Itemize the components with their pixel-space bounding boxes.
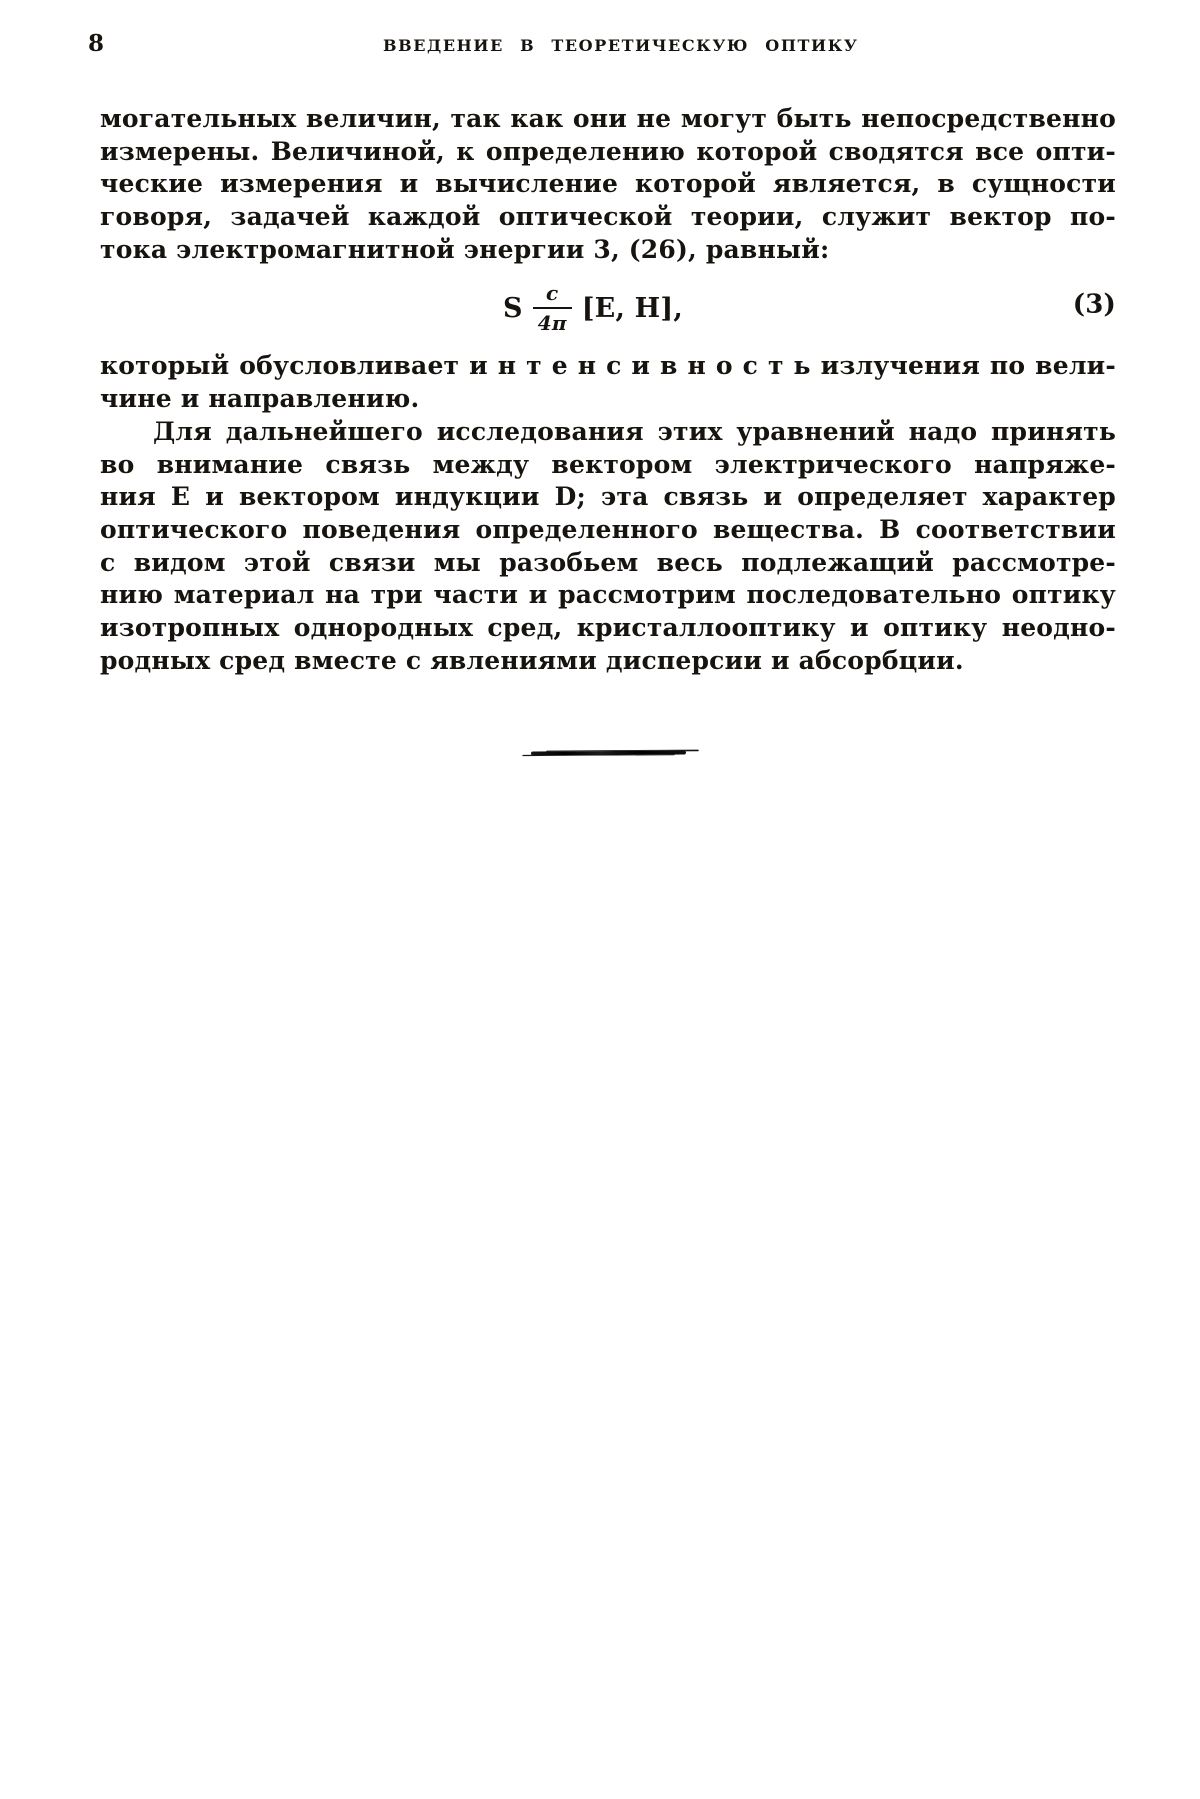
text-line: ния Е и вектором индукции D; эта связь и определяет характер [100, 482, 1116, 512]
section-divider [530, 751, 685, 755]
text-line: нию материал на три части и рассмотрим последовательно оптику [100, 580, 1116, 610]
text-line: оптического поведения определенного вещества. В соответствии [100, 514, 1116, 544]
text-line: ческие измерения и вычисление которой является, в сущности [100, 169, 1116, 199]
text-line: родных сред вместе с явлениями дисперсии и абсорбции. [100, 645, 964, 675]
equation-row [100, 266, 1116, 350]
text-line: могательных величин, так как они не могут быть непосредственно [100, 104, 1116, 133]
text-line: Для дальнейшего исследования этих уравнений надо принять [153, 416, 1116, 446]
text-line: изотропных однородных сред, кристаллооптику и оптику неодно- [100, 612, 1116, 642]
text-line: с видом этой связи мы разобьем весь подлежащий рассмотре- [100, 547, 1116, 577]
page-number: 8 [88, 30, 105, 57]
text-line: тока электромагнитной энергии 3, (26), равный: [100, 234, 830, 264]
formula-fraction [533, 281, 572, 336]
equation-number: (3) [1072, 289, 1116, 320]
text-line: во внимание связь между вектором электрического напряже- [100, 449, 1116, 479]
text-line: чине и направлению. [100, 384, 420, 414]
body-text [100, 103, 1116, 755]
poynting-vector-formula [503, 281, 683, 336]
text-line: говоря, задачей каждой оптической теории, служит вектор по- [100, 202, 1116, 232]
text-line: который обусловливает и н т е н с и в н о с т ь излучения по вели- [100, 351, 1116, 381]
formula-rhs: [E, H], [581, 292, 683, 324]
text-line: измерены. Величиной, к определению которой сводятся все опти- [100, 136, 1116, 166]
formula-lhs: S [503, 292, 523, 324]
fraction-denominator: 4π [533, 307, 572, 333]
fraction-numerator: c [546, 281, 559, 306]
running-title: ВВЕДЕНИЕ В ТЕОРЕТИЧЕСКУЮ ОПТИКУ [383, 36, 859, 55]
